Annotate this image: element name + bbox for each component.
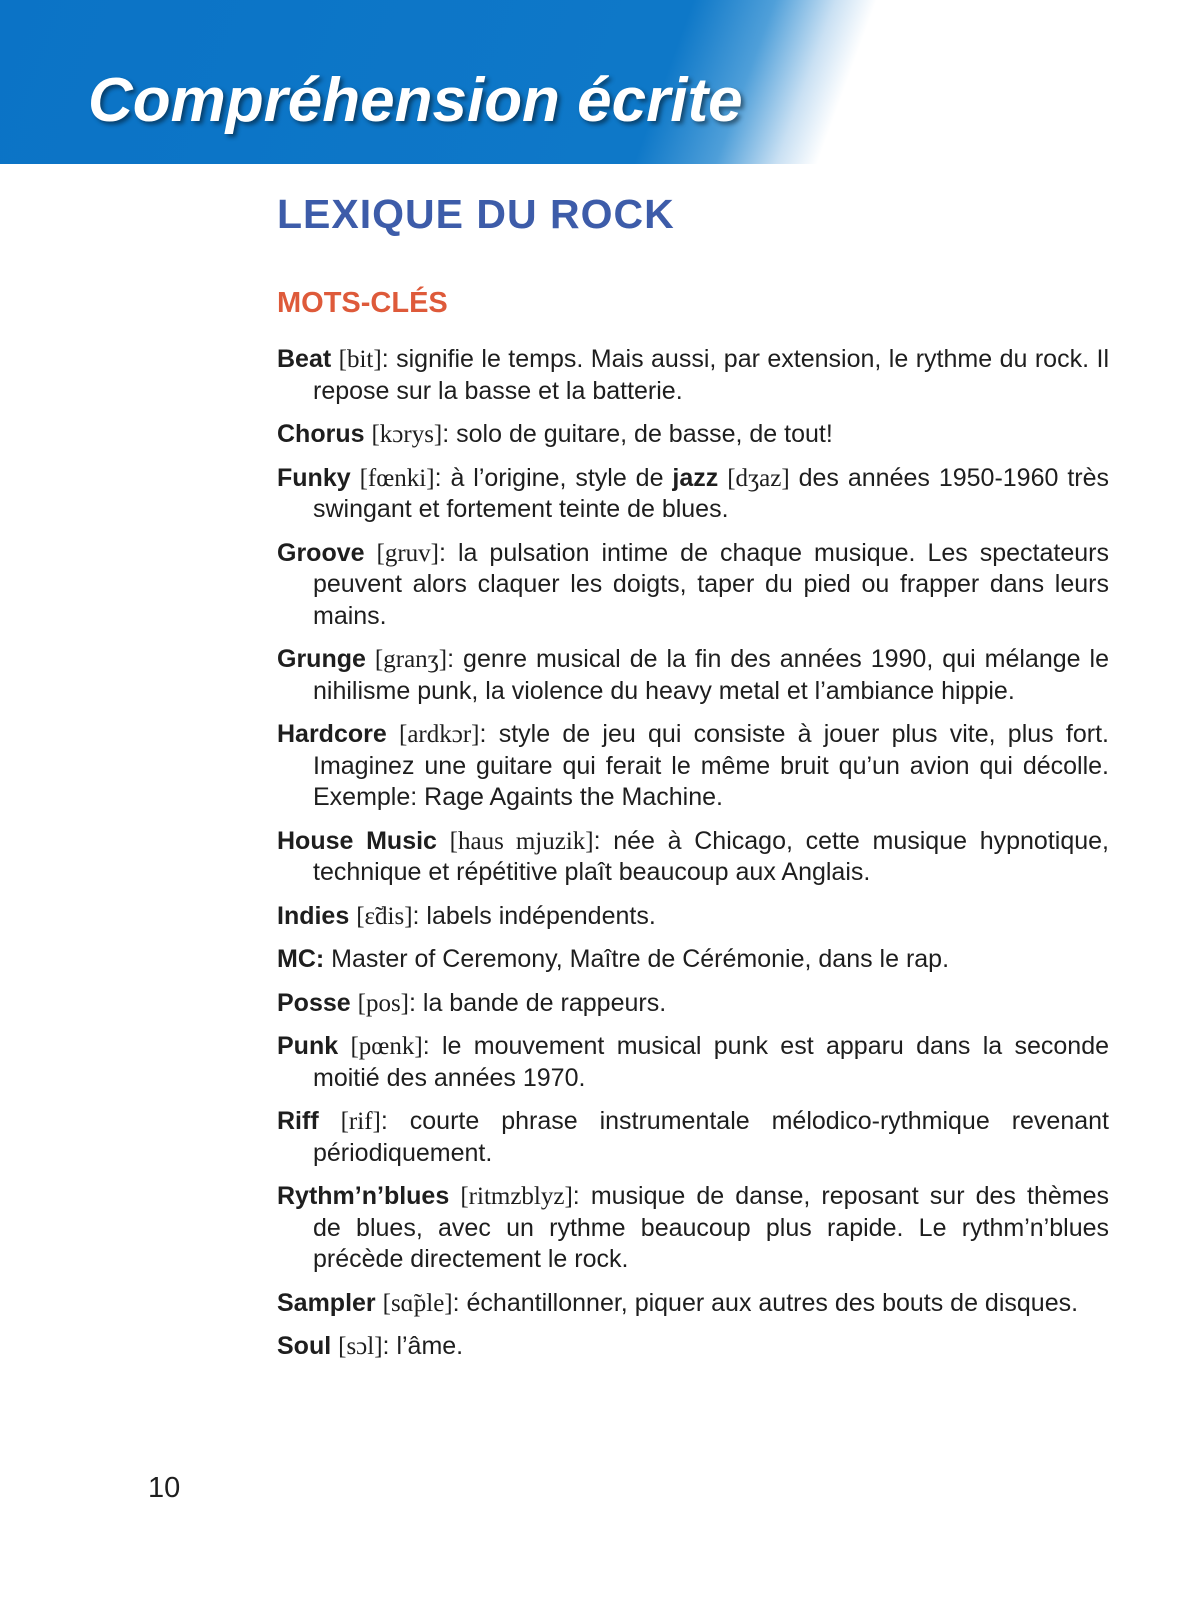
glossary-entry-beat [277, 344, 1109, 407]
entry-term: House Music [277, 826, 437, 855]
glossary-entry-chorus [277, 419, 1109, 451]
page-title: LEXIQUE DU ROCK [277, 191, 675, 237]
glossary-entry-punk [277, 1031, 1109, 1094]
entry-phonetic: [fœnki] [359, 464, 435, 492]
glossary-entry-grunge [277, 644, 1109, 707]
entry-definition: : échantillonner, piquer aux autres des bouts de disques. [452, 1288, 1079, 1317]
glossary-entry-sampler [277, 1288, 1109, 1320]
entry-term: Soul [277, 1332, 332, 1360]
entry-term: MC: [277, 945, 325, 973]
entry-term: Chorus [277, 420, 365, 448]
entry-term: Riff [277, 1107, 319, 1135]
entry-phonetic-inline: [dʒaz] [727, 464, 790, 492]
entry-phonetic: [rif] [340, 1108, 381, 1135]
entry-definition: : musique de danse, reposant sur des thèmes de blues, avec un rythme beaucoup plus rapide. Le rythm’n’blues précède directement le rock. [313, 1182, 1109, 1273]
entry-term: Funky [277, 463, 351, 492]
entry-term: Rythm’n’blues [277, 1182, 450, 1210]
entry-term: Grunge [277, 645, 366, 673]
glossary-entry-posse [277, 988, 1109, 1020]
section-title: Compréhension écrite [88, 66, 743, 135]
glossary-entry-mc [277, 944, 1109, 976]
glossary-entry-soul [277, 1331, 1109, 1363]
entry-definition: : née à Chicago, cette musique hypnotique, technique et répétitive plaît beaucoup aux Anglais. [313, 826, 1109, 886]
glossary-entry-riff [277, 1106, 1109, 1169]
entry-definition: : le mouvement musical punk est apparu dans la seconde moitié des années 1970. [313, 1032, 1109, 1092]
entry-definition: : l’âme. [382, 1332, 464, 1360]
glossary-entry-house-music [277, 826, 1109, 889]
entry-definition: : labels indépendents. [412, 901, 656, 930]
entry-definition-continued: des années 1950-1960 très swingant et fortement teinte de blues. [313, 463, 1109, 523]
glossary-entry-indies [277, 901, 1109, 933]
entry-definition: Master of Ceremony, Maître de Cérémonie, dans le rap. [324, 945, 950, 973]
entry-term: Sampler [277, 1288, 376, 1317]
section-banner [0, 0, 960, 164]
entry-phonetic: [pœnk] [350, 1033, 423, 1060]
page-number: 10 [148, 1472, 181, 1504]
entry-phonetic: [haus mjuzik] [449, 827, 594, 855]
entry-term: Groove [277, 538, 365, 567]
entry-phonetic: [pos] [357, 989, 410, 1017]
entry-definition: : genre musical de la fin des années 1990, qui mélange le nihilisme punk, la violence du heavy metal et l’ambiance hippie. [313, 645, 1110, 705]
entry-phonetic: [gruv] [376, 539, 440, 567]
entry-term: Beat [277, 345, 332, 373]
entry-term: Indies [277, 901, 350, 930]
glossary-entry-rythm-n-blues [277, 1181, 1109, 1276]
entry-term: Punk [277, 1032, 339, 1060]
entry-phonetic: [bit] [338, 346, 382, 373]
entry-definition: : la pulsation intime de chaque musique. Les spectateurs peuvent alors claquer les doigts, taper du pied ou frapper dans leurs mains. [313, 538, 1109, 630]
entry-definition: : signifie le temps. Mais aussi, par extension, le rythme du rock. Il repose sur la basse et la batterie. [313, 345, 1109, 405]
glossary-entry-funky [277, 463, 1109, 526]
entry-definition: : la bande de rappeurs. [409, 988, 667, 1017]
entry-term: Hardcore [277, 720, 387, 748]
glossary-entry-hardcore [277, 719, 1109, 814]
glossary-list [277, 344, 1109, 1375]
entry-phonetic: [ɛ̃dis] [356, 902, 413, 930]
entry-term-inline: jazz [672, 463, 719, 492]
entry-definition: : à l’origine, style de [434, 463, 673, 492]
entry-phonetic: [sɑ̃ple] [382, 1289, 453, 1317]
entry-phonetic: [granʒ] [374, 646, 448, 673]
entry-phonetic: [sɔl] [338, 1333, 383, 1360]
entry-definition: : style de jeu qui consiste à jouer plus vite, plus fort. Imaginez une guitare qui ferait le même bruit qu’un avion qui décolle. Exemple: Rage Againts the Machine. [313, 720, 1109, 811]
entry-definition: : courte phrase instrumentale mélodico-rythmique revenant périodiquement. [313, 1107, 1109, 1167]
keywords-heading: MOTS-CLÉS [277, 287, 448, 319]
entry-phonetic: [ritmzblyz] [460, 1183, 573, 1210]
glossary-entry-groove [277, 538, 1109, 633]
entry-phonetic: [kɔrys] [371, 421, 443, 448]
entry-term: Posse [277, 988, 351, 1017]
entry-phonetic: [ardkɔr] [399, 721, 480, 748]
entry-definition: : solo de guitare, de basse, de tout! [442, 420, 833, 448]
